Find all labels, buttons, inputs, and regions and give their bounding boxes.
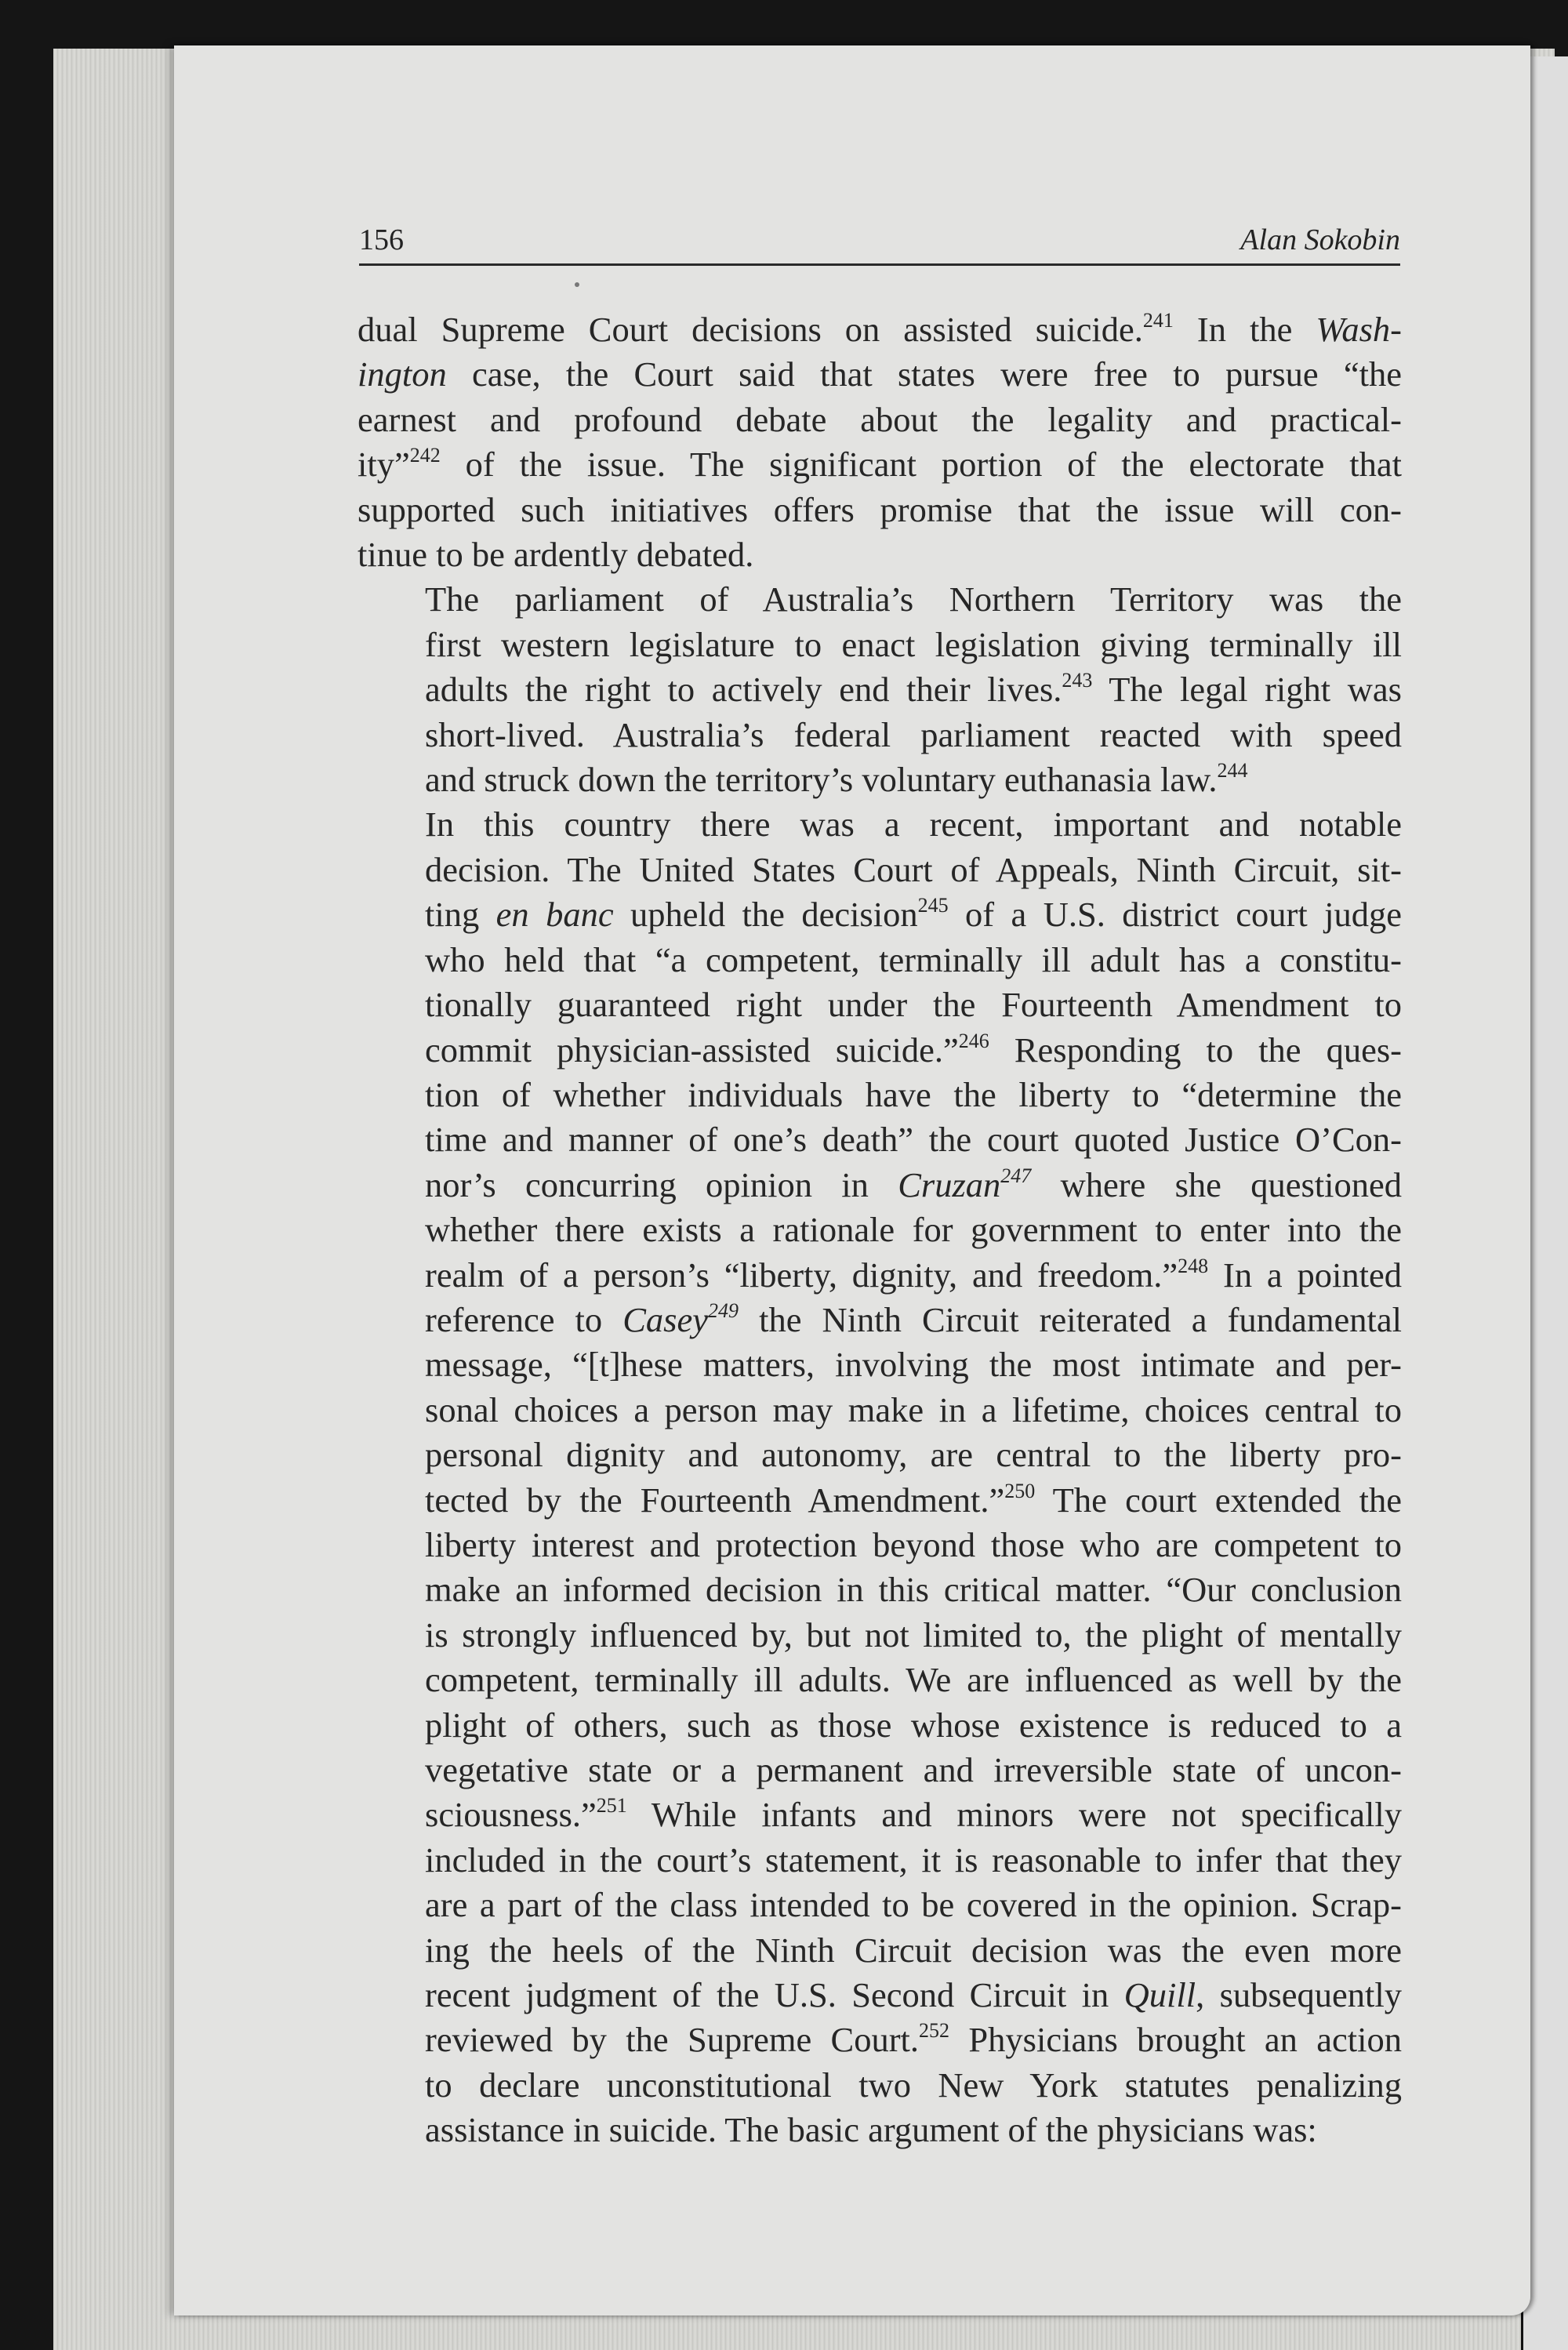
text-line bbox=[358, 938, 1402, 982]
text-run: sciousness.” bbox=[425, 1795, 597, 1835]
text-line bbox=[358, 532, 1402, 577]
text-line bbox=[358, 2018, 1402, 2062]
footnote-ref: 246 bbox=[958, 1029, 989, 1052]
text-line bbox=[358, 623, 1402, 667]
text-line bbox=[358, 1433, 1402, 1477]
text-run: supported such initiatives offers promise that the issue will con- bbox=[358, 489, 1402, 529]
running-author: Alan Sokobin bbox=[1240, 223, 1400, 256]
print-speck bbox=[575, 282, 579, 287]
text-line bbox=[358, 667, 1402, 712]
text-line bbox=[358, 1523, 1402, 1567]
text-run: ity” bbox=[358, 445, 410, 485]
text-run: In a pointed bbox=[1208, 1255, 1402, 1295]
text-run: sonal choices a person may make in a lifetime, choices central to bbox=[425, 1389, 1402, 1429]
text-line bbox=[358, 892, 1402, 937]
italic-text: Wash- bbox=[1316, 310, 1402, 349]
text-line bbox=[358, 1298, 1402, 1342]
footnote-ref: 244 bbox=[1217, 759, 1248, 783]
paragraph bbox=[358, 307, 1402, 577]
text-line bbox=[358, 1028, 1402, 1073]
text-run: reviewed by the Supreme Court. bbox=[425, 2020, 920, 2060]
text-run: who held that “a competent, terminally ill adult has a constitu- bbox=[425, 939, 1402, 979]
text-run: the Ninth Circuit reiterated a fundamental bbox=[739, 1299, 1402, 1339]
text-run: In the bbox=[1173, 310, 1316, 349]
italic-text: Quill bbox=[1123, 1975, 1196, 2015]
text-run: and struck down the territory’s voluntary euthanasia law. bbox=[425, 760, 1218, 800]
text-run: liberty interest and protection beyond those who are competent to bbox=[425, 1524, 1402, 1564]
text-line bbox=[358, 398, 1402, 442]
footnote-ref: 251 bbox=[596, 1794, 627, 1818]
text-line bbox=[358, 1163, 1402, 1208]
text-line bbox=[358, 1117, 1402, 1162]
text-run: ting bbox=[425, 895, 496, 935]
text-run: first western legislature to enact legislation giving terminally ill bbox=[425, 624, 1402, 664]
text-line bbox=[358, 1342, 1402, 1387]
text-line bbox=[358, 442, 1402, 487]
text-run: In this country there was a recent, important and notable bbox=[425, 805, 1402, 844]
paragraph bbox=[358, 802, 1402, 2152]
text-run: While infants and minors were not specifically bbox=[626, 1795, 1402, 1835]
text-line bbox=[358, 352, 1402, 397]
paragraph bbox=[358, 577, 1402, 802]
text-run: nor’s concurring opinion in bbox=[425, 1164, 898, 1204]
text-line bbox=[358, 1838, 1402, 1883]
text-run: decision. The United States Court of Appeals, Ninth Circuit, sit- bbox=[425, 849, 1402, 889]
running-header bbox=[359, 221, 1400, 266]
text-line bbox=[358, 307, 1402, 352]
text-line bbox=[358, 1883, 1402, 1927]
text-line bbox=[358, 2063, 1402, 2108]
text-run: earnest and profound debate about the legality and practical- bbox=[358, 399, 1402, 439]
text-run: to declare unconstitutional two New York statutes penalizing bbox=[425, 2065, 1402, 2105]
text-run: is strongly influenced by, but not limited to, the plight of mentally bbox=[425, 1614, 1402, 1654]
text-line bbox=[358, 1073, 1402, 1117]
text-line bbox=[358, 848, 1402, 892]
text-run: included in the court’s statement, it is reasonable to infer that they bbox=[425, 1840, 1402, 1880]
text-run: tinue to be ardently debated. bbox=[358, 535, 754, 575]
text-run: The court extended the bbox=[1035, 1480, 1402, 1520]
text-line bbox=[358, 1703, 1402, 1748]
footnote-ref: 252 bbox=[919, 2019, 950, 2043]
text-run: , subsequently bbox=[1196, 1975, 1402, 2015]
page-number: 156 bbox=[359, 223, 404, 256]
text-run: The parliament of Australia’s Northern Territory was the bbox=[425, 579, 1402, 619]
footnote-ref: 245 bbox=[917, 894, 949, 917]
text-line bbox=[358, 1748, 1402, 1792]
footnote-ref: 247 bbox=[1000, 1164, 1032, 1187]
text-line bbox=[358, 713, 1402, 757]
text-line bbox=[358, 802, 1402, 847]
text-line bbox=[358, 1928, 1402, 1973]
text-run: are a part of the class intended to be covered in the opinion. Scrap- bbox=[425, 1885, 1402, 1925]
footnote-ref: 242 bbox=[409, 444, 441, 467]
italic-text: ington bbox=[358, 354, 447, 394]
footnote-ref: 248 bbox=[1178, 1254, 1209, 1277]
text-run: tected by the Fourteenth Amendment.” bbox=[425, 1480, 1005, 1520]
text-run: make an informed decision in this critical matter. “Our conclusion bbox=[425, 1570, 1402, 1610]
text-run: message, “[t]hese matters, involving the most intimate and per- bbox=[425, 1345, 1402, 1385]
text-run: of a U.S. district court judge bbox=[948, 895, 1402, 935]
body-text bbox=[358, 307, 1402, 2153]
text-run: assistance in suicide. The basic argument of the physicians was: bbox=[425, 2110, 1317, 2150]
text-line bbox=[358, 1478, 1402, 1523]
text-run: whether there exists a rationale for government to enter into the bbox=[425, 1210, 1402, 1250]
text-run: realm of a person’s “liberty, dignity, and freedom.” bbox=[425, 1255, 1178, 1295]
text-run: where she questioned bbox=[1031, 1164, 1403, 1204]
text-run: tion of whether individuals have the liberty to “determine the bbox=[425, 1074, 1402, 1114]
text-line bbox=[358, 2108, 1402, 2152]
text-line bbox=[358, 577, 1402, 622]
text-run: commit physician-assisted suicide.” bbox=[425, 1030, 959, 1070]
text-run: Physicians brought an action bbox=[949, 2020, 1403, 2060]
footnote-ref: 249 bbox=[708, 1298, 739, 1322]
footnote-ref: 243 bbox=[1062, 669, 1093, 692]
footnote-ref: 250 bbox=[1004, 1479, 1036, 1502]
text-run: recent judgment of the U.S. Second Circuit in bbox=[425, 1975, 1124, 2015]
text-line bbox=[358, 1973, 1402, 2018]
text-line bbox=[358, 1792, 1402, 1837]
text-run: vegetative state or a permanent and irreversible state of uncon- bbox=[425, 1750, 1402, 1789]
text-line bbox=[358, 1388, 1402, 1433]
text-line bbox=[358, 1613, 1402, 1658]
italic-text: en banc bbox=[495, 895, 614, 935]
text-run: dual Supreme Court decisions on assisted suicide. bbox=[358, 310, 1143, 349]
text-run: upheld the decision bbox=[613, 895, 918, 935]
text-run: time and manner of one’s death” the court quoted Justice O’Con- bbox=[425, 1120, 1402, 1160]
text-line bbox=[358, 1253, 1402, 1298]
italic-text: Cruzan bbox=[898, 1164, 1001, 1204]
text-run: adults the right to actively end their lives. bbox=[425, 670, 1062, 710]
text-line bbox=[358, 1658, 1402, 1702]
text-run: case, the Court said that states were free to pursue “the bbox=[446, 354, 1402, 394]
italic-text: Casey bbox=[622, 1299, 709, 1339]
text-run: short-lived. Australia’s federal parliament reacted with speed bbox=[425, 714, 1402, 754]
text-line bbox=[358, 982, 1402, 1027]
text-run: plight of others, such as those whose existence is reduced to a bbox=[425, 1705, 1402, 1745]
text-run: reference to bbox=[425, 1299, 623, 1339]
text-run: Responding to the ques- bbox=[989, 1030, 1402, 1070]
text-run: tionally guaranteed right under the Fourteenth Amendment to bbox=[425, 985, 1402, 1025]
text-run: personal dignity and autonomy, are central to the liberty pro- bbox=[425, 1435, 1402, 1475]
text-line bbox=[358, 488, 1402, 532]
text-line bbox=[358, 757, 1402, 802]
text-run: of the issue. The significant portion of the electorate that bbox=[440, 445, 1402, 485]
text-run: competent, terminally ill adults. We are influenced as well by the bbox=[425, 1660, 1402, 1700]
text-line bbox=[358, 1208, 1402, 1252]
footnote-ref: 241 bbox=[1142, 309, 1174, 332]
text-run: The legal right was bbox=[1092, 670, 1402, 710]
text-line bbox=[358, 1567, 1402, 1612]
text-run: ing the heels of the Ninth Circuit decision was the even more bbox=[425, 1930, 1402, 1970]
